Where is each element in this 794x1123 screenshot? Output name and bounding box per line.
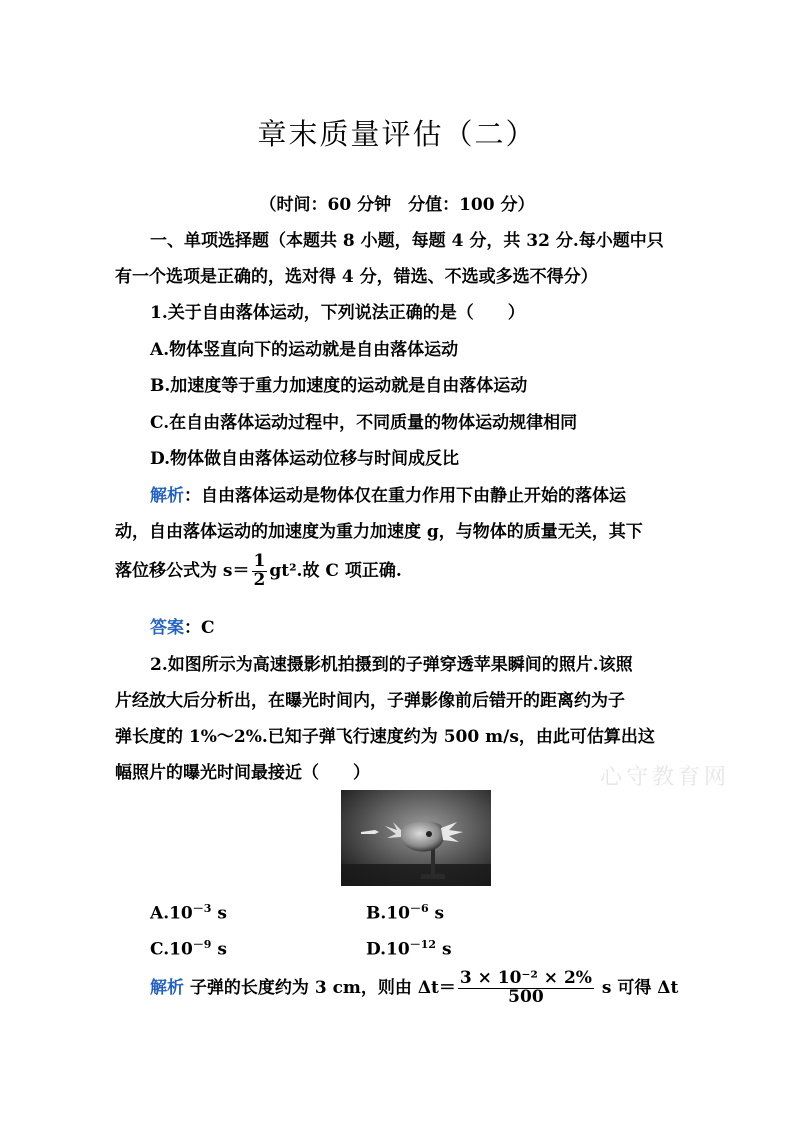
section-line-1 bbox=[150, 226, 664, 251]
q2-analysis-pre: 子弹的长度约为 3 cm，则由 Δt＝ bbox=[184, 977, 456, 998]
section-heading: 一、单项选择题 bbox=[150, 231, 269, 251]
q1-answer-value: ：C bbox=[184, 618, 215, 638]
q1-analysis-text-3-pre: 落位移公式为 s＝ bbox=[115, 560, 250, 581]
watermark: 心守教育网 bbox=[600, 765, 731, 790]
q1-option-b: B.加速度等于重力加速度的运动就是自由落体运动 bbox=[150, 376, 528, 396]
q2-option-c-unit: s bbox=[211, 939, 227, 960]
q2-option-d-unit: s bbox=[436, 939, 452, 960]
q2-analysis-post: s 可得 Δt bbox=[595, 977, 679, 998]
q2-option-b bbox=[366, 900, 444, 924]
q2-stem-4: 幅照片的曝光时间最接近（ ） bbox=[115, 763, 370, 783]
q1-stem: 1.关于自由落体运动，下列说法正确的是（ ） bbox=[150, 303, 525, 323]
q2-stem-2: 片经放大后分析出，在曝光时间内，子弹影像前后错开的距离约为子 bbox=[115, 691, 625, 711]
q1-analysis-line-3 bbox=[115, 553, 402, 590]
q2-option-a-unit: s bbox=[211, 903, 227, 924]
q2-stem-1: 2.如图所示为高速摄影机拍摄到的子弹穿透苹果瞬间的照片.该照 bbox=[150, 655, 633, 675]
bullet-apple-photo bbox=[341, 790, 491, 886]
q2-option-b-base: B.10 bbox=[366, 903, 410, 924]
q1-option-d: D.物体做自由落体运动位移与时间成反比 bbox=[150, 449, 460, 469]
q2-option-d-exp: －12 bbox=[409, 938, 437, 951]
q2-analysis-label: 解析 bbox=[150, 977, 184, 998]
q2-option-a bbox=[150, 900, 227, 924]
q2-option-d bbox=[366, 936, 452, 960]
q1-analysis-text-2: 动，自由落体运动的加速度为重力加速度 g，与物体的质量无关，其下 bbox=[115, 522, 643, 542]
q2-option-b-exp: －6 bbox=[409, 902, 429, 915]
q1-fraction-denominator: 2 bbox=[253, 569, 266, 590]
q1-fraction bbox=[252, 553, 268, 590]
q1-option-c: C.在自由落体运动过程中，不同质量的物体运动规律相同 bbox=[150, 413, 578, 433]
q2-option-a-base: A.10 bbox=[150, 903, 193, 924]
q1-analysis-text-1: ：自由落体运动是物体仅在重力作用下由静止开始的落体运 bbox=[184, 486, 626, 506]
q1-analysis-line-1 bbox=[150, 481, 626, 506]
q1-analysis-label: 解析 bbox=[150, 486, 184, 506]
q2-option-c-exp: －9 bbox=[192, 938, 212, 951]
section-desc-1: （本题共 8 小题，每题 4 分，共 32 分.每小题中只 bbox=[269, 231, 664, 251]
q1-option-a: A.物体竖直向下的运动就是自由落体运动 bbox=[150, 340, 459, 360]
q2-option-c-base: C.10 bbox=[150, 939, 193, 960]
q1-analysis-text-3-post: gt².故 C 项正确. bbox=[269, 560, 402, 581]
q2-fraction-denominator: 500 bbox=[508, 986, 544, 1007]
q1-fraction-numerator: 1 bbox=[253, 551, 266, 571]
q2-option-b-unit: s bbox=[428, 903, 445, 924]
q2-option-a-exp: －3 bbox=[192, 902, 212, 915]
q2-fraction-numerator: 3 × 10⁻² × 2% bbox=[459, 968, 592, 988]
page-title: 章末质量评估（二） bbox=[257, 117, 537, 151]
q2-option-c bbox=[150, 936, 227, 960]
q2-option-d-base: D.10 bbox=[366, 939, 410, 960]
page-subtitle: （时间：60 分钟 分值：100 分） bbox=[259, 195, 535, 215]
q1-answer-label: 答案 bbox=[150, 618, 184, 638]
q1-answer bbox=[150, 613, 215, 638]
q2-stem-3: 弹长度的 1%～2%.已知子弹飞行速度约为 500 m/s，由此可估算出这 bbox=[115, 727, 655, 747]
q2-analysis-line bbox=[150, 970, 678, 1007]
section-desc-2: 有一个选项是正确的，选对得 4 分，错选、不选或多选不得分） bbox=[115, 267, 598, 287]
q2-fraction bbox=[458, 970, 594, 1007]
